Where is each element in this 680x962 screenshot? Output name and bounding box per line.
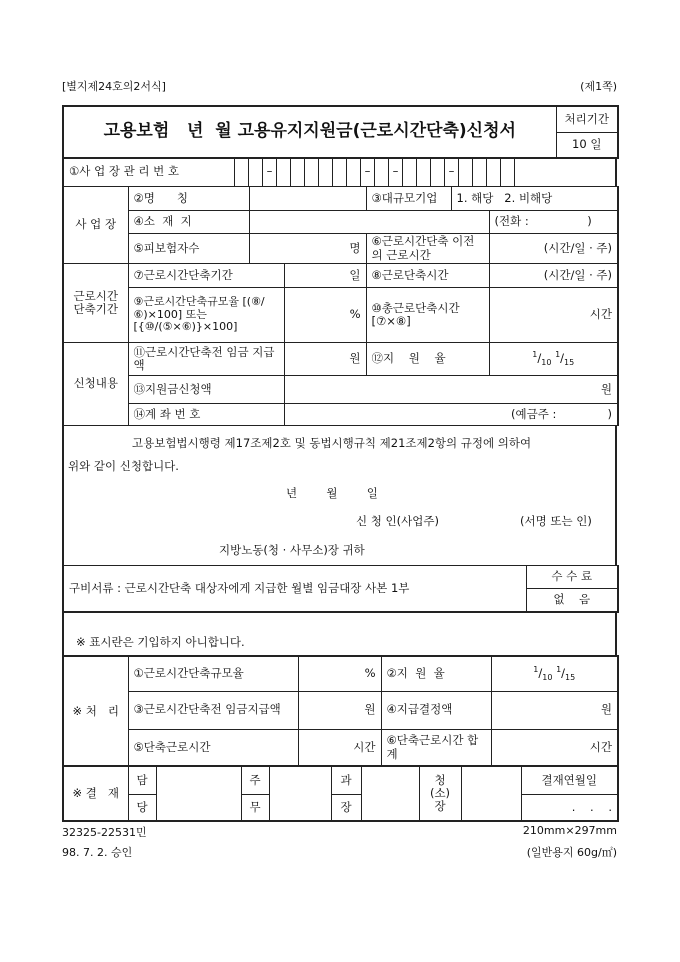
rate-label: ⑫지 원 율 bbox=[366, 343, 489, 376]
management-number-box[interactable]: – bbox=[445, 158, 459, 187]
manager-label-2: 장 bbox=[331, 794, 361, 821]
proc-ratio-label: ①근로시간단축규모율 bbox=[128, 656, 298, 691]
wage-field[interactable]: 원 bbox=[284, 343, 366, 376]
proc-hours-label: ⑤단축근로시간 bbox=[128, 729, 298, 766]
account-field[interactable]: (예금주 : ) bbox=[284, 404, 618, 426]
management-number-box[interactable] bbox=[319, 158, 333, 187]
management-number-blank bbox=[515, 158, 617, 187]
page-number: (제1쪽) bbox=[580, 80, 617, 93]
processing-table bbox=[62, 655, 619, 767]
management-number-box[interactable] bbox=[487, 158, 501, 187]
approval-date-label: 결재연월일 bbox=[521, 766, 618, 794]
rate-a-num: 1 bbox=[532, 350, 538, 360]
management-number-box[interactable] bbox=[501, 158, 515, 187]
applicant-label: 신 청 인(사업주) bbox=[356, 514, 439, 528]
management-number-box[interactable] bbox=[305, 158, 319, 187]
management-number-box[interactable] bbox=[277, 158, 291, 187]
statement-box bbox=[62, 425, 617, 566]
staff-label-2: 당 bbox=[128, 794, 156, 821]
form-title: 고용보험 년 월 고용유지지원금(근로시간단축)신청서 bbox=[63, 106, 556, 158]
director-label: 청 (소) 장 bbox=[419, 766, 461, 821]
proc-wage-field[interactable]: 원 bbox=[298, 691, 381, 729]
chief-label-2: 무 bbox=[241, 794, 269, 821]
staff-sign[interactable] bbox=[156, 766, 241, 821]
chief-label-1: 주 bbox=[241, 766, 269, 794]
paper-size: 210mm×297mm bbox=[522, 824, 617, 837]
required-documents: 구비서류 : 근로시간단축 대상자에게 지급한 월별 임금대장 사본 1부 bbox=[63, 566, 526, 612]
rate-b-den: 15 bbox=[565, 673, 576, 683]
management-number-box[interactable] bbox=[291, 158, 305, 187]
period-value: 10 일 bbox=[556, 132, 618, 158]
processing-section-label: ※ 처 리 bbox=[63, 656, 128, 766]
management-number-box[interactable]: – bbox=[263, 158, 277, 187]
fee-label: 수 수 료 bbox=[526, 566, 618, 589]
approval-note: 98. 7. 2. 승인 bbox=[62, 846, 133, 859]
documents-table bbox=[62, 565, 619, 613]
ratio-label: ⑨근로시간단축규모율 [(⑧/⑥)×100] 또는 [{⑩/(⑤×⑥)}×100] bbox=[128, 288, 284, 343]
manager-sign[interactable] bbox=[361, 766, 419, 821]
request-section-label: 신청내용 bbox=[63, 343, 128, 426]
management-number-box[interactable] bbox=[347, 158, 361, 187]
management-number-box[interactable] bbox=[459, 158, 473, 187]
fee-value: 없 음 bbox=[526, 589, 618, 612]
proc-total-field[interactable]: 시간 bbox=[491, 729, 618, 766]
recipient: 지방노동(청 · 사무소)장 귀하 bbox=[219, 543, 365, 557]
paper-type: (일반용지 60g/㎡) bbox=[526, 846, 617, 859]
director-sign[interactable] bbox=[461, 766, 521, 821]
management-number-box[interactable]: – bbox=[361, 158, 375, 187]
approval-section-label: ※ 결 재 bbox=[63, 766, 128, 821]
prev-hours-field[interactable]: (시간/일 · 주) bbox=[489, 234, 618, 264]
notice-box bbox=[62, 612, 617, 655]
statement-line1: 고용보험법시행령 제17조제2호 및 동법시행규칙 제21조제2항의 규정에 의하여 bbox=[132, 436, 532, 450]
approval-date-field[interactable]: . . . bbox=[521, 794, 618, 821]
title-table bbox=[62, 105, 619, 159]
account-label: ⑭계 좌 번 호 bbox=[128, 404, 284, 426]
approval-table bbox=[62, 765, 619, 822]
days-field[interactable]: 일 bbox=[284, 264, 366, 288]
management-number-row bbox=[62, 157, 617, 187]
rate-a-den: 10 bbox=[541, 358, 552, 368]
insured-field[interactable]: 명 bbox=[249, 234, 366, 264]
business-section-label: 사 업 장 bbox=[63, 187, 128, 264]
large-company-options[interactable]: 1. 해당 2. 비해당 bbox=[451, 187, 618, 211]
notice-text: ※ 표시란은 기입하지 아니합니다. bbox=[76, 635, 245, 649]
wage-label: ⑪근로시간단축전 임금 지급액 bbox=[128, 343, 284, 376]
staff-label-1: 담 bbox=[128, 766, 156, 794]
ratio-field[interactable]: % bbox=[284, 288, 366, 343]
management-number-box[interactable] bbox=[235, 158, 249, 187]
signature-field[interactable]: (서명 또는 인) bbox=[520, 514, 592, 528]
management-number-box[interactable] bbox=[473, 158, 487, 187]
rate-value[interactable]: $^1/_{10}$ $^1/_{15}$ bbox=[489, 343, 618, 376]
days-label: ⑦근로시간단축기간 bbox=[128, 264, 284, 288]
amount-label: ⑬지원금신청액 bbox=[128, 376, 284, 404]
insured-label: ⑤피보험자수 bbox=[128, 234, 249, 264]
proc-rate-value[interactable]: $^1/_{10}$ $^1/_{15}$ bbox=[491, 656, 618, 691]
prev-hours-label: ⑥근로시간단축 이전의 근로시간 bbox=[366, 234, 489, 264]
address-field[interactable] bbox=[249, 211, 489, 234]
proc-decided-field[interactable]: 원 bbox=[491, 691, 618, 729]
management-number-box[interactable] bbox=[333, 158, 347, 187]
rate-b-num: 1 bbox=[556, 665, 562, 675]
management-number-box[interactable] bbox=[403, 158, 417, 187]
statement-date[interactable]: 년 월 일 bbox=[286, 486, 378, 500]
total-cut-field[interactable]: 시간 bbox=[489, 288, 618, 343]
period-label: 처리기간 bbox=[556, 106, 618, 132]
rate-a-den: 10 bbox=[542, 673, 553, 683]
application-table bbox=[62, 186, 619, 426]
cut-hours-field[interactable]: (시간/일 · 주) bbox=[489, 264, 618, 288]
management-number-box[interactable] bbox=[431, 158, 445, 187]
proc-ratio-field[interactable]: % bbox=[298, 656, 381, 691]
rate-b-num: 1 bbox=[555, 350, 561, 360]
large-company-label: ③대규모기업 bbox=[366, 187, 451, 211]
management-number-box[interactable] bbox=[375, 158, 389, 187]
management-number-label: ①사 업 장 관 리 번 호 bbox=[63, 158, 235, 187]
rate-b-den: 15 bbox=[564, 358, 575, 368]
total-cut-label: ⑩총근로단축시간 [⑦×⑧] bbox=[366, 288, 489, 343]
form-reference: [별지제24호의2서식] bbox=[62, 80, 166, 93]
cut-hours-label: ⑧근로단축시간 bbox=[366, 264, 489, 288]
statement-line2: 위와 같이 신청합니다. bbox=[68, 459, 179, 473]
period-section-label: 근로시간 단축기간 bbox=[63, 264, 128, 343]
management-number-box[interactable] bbox=[249, 158, 263, 187]
proc-total-label: ⑥단축근로시간 합계 bbox=[381, 729, 491, 766]
proc-wage-label: ③근로시간단축전 임금지급액 bbox=[128, 691, 298, 729]
chief-sign[interactable] bbox=[269, 766, 331, 821]
management-number-box[interactable]: – bbox=[389, 158, 403, 187]
proc-rate-label: ②지 원 율 bbox=[381, 656, 491, 691]
form-code: 32325-22531민 bbox=[62, 826, 147, 839]
name-field[interactable] bbox=[249, 187, 366, 211]
manager-label-1: 과 bbox=[331, 766, 361, 794]
management-number-box[interactable] bbox=[417, 158, 431, 187]
rate-a-num: 1 bbox=[533, 665, 539, 675]
proc-hours-field[interactable]: 시간 bbox=[298, 729, 381, 766]
address-label: ④소 재 지 bbox=[128, 211, 249, 234]
proc-decided-label: ④지급결정액 bbox=[381, 691, 491, 729]
amount-field[interactable]: 원 bbox=[284, 376, 618, 404]
name-label: ②명 칭 bbox=[128, 187, 249, 211]
phone-field[interactable]: (전화 : ) bbox=[489, 211, 618, 234]
